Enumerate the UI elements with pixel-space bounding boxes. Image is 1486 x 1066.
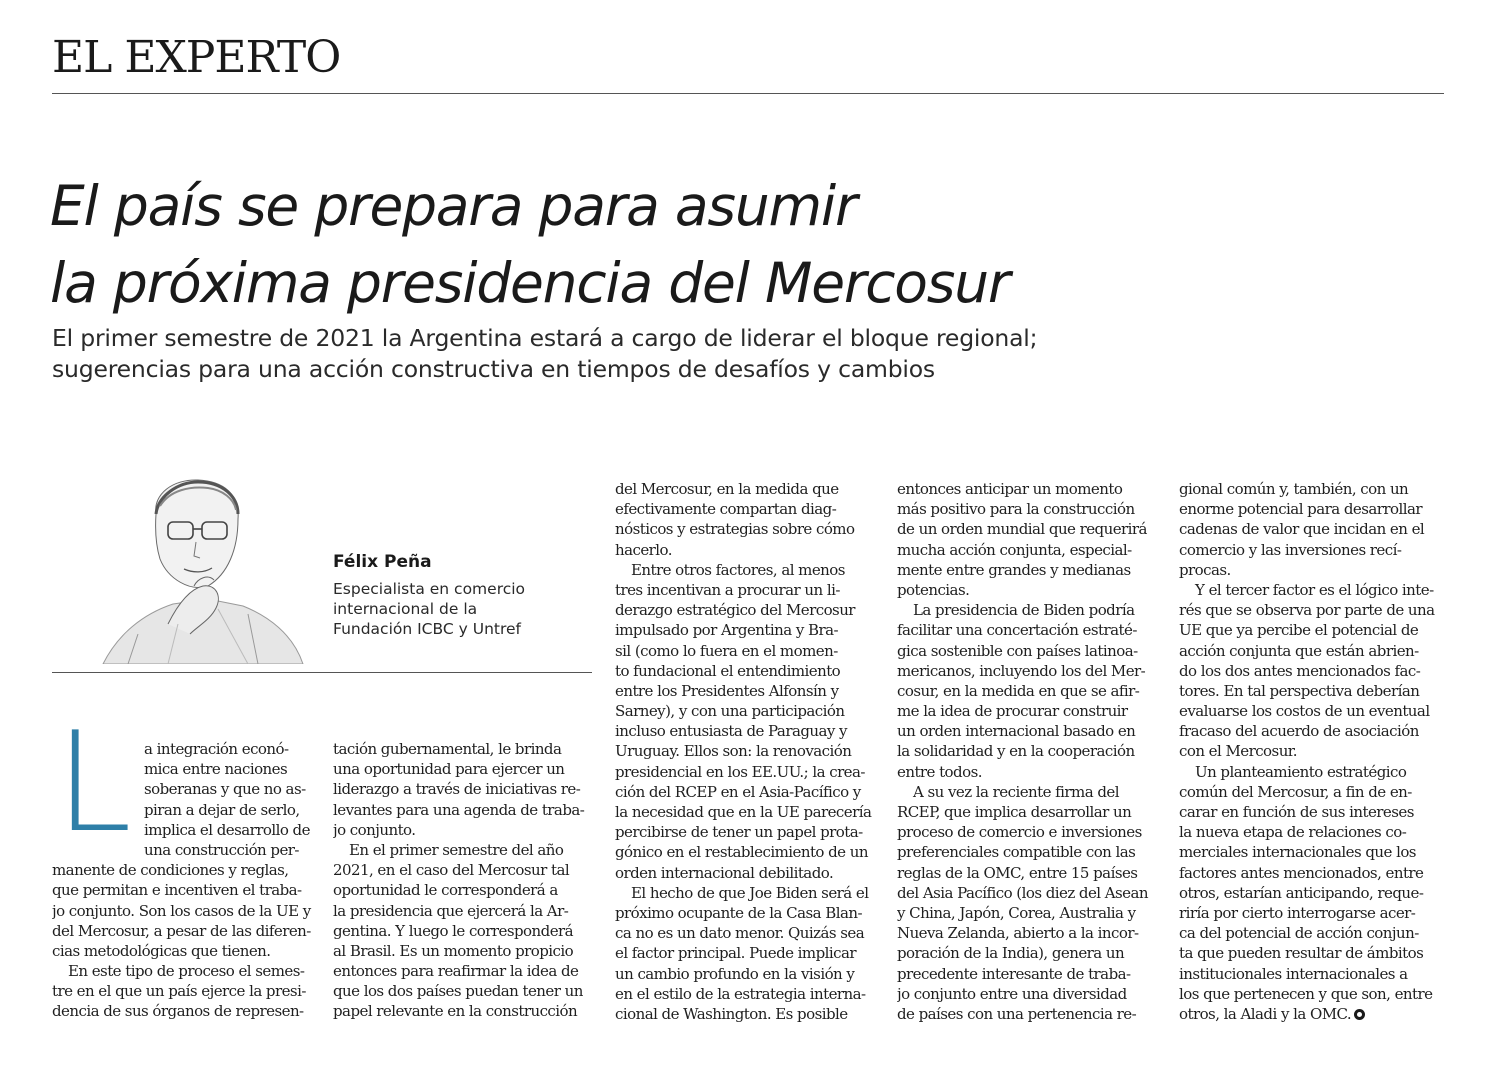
- text-line: carar en función de sus intereses: [1179, 803, 1414, 821]
- deck-line: El primer semestre de 2021 la Argentina estará a cargo de liderar el bloque regional;: [52, 324, 1038, 352]
- text-line: gica sostenible con países latinoa-: [897, 641, 1138, 660]
- text-line: Uruguay. Ellos son: la renovación: [615, 742, 852, 761]
- text-line: Un planteamiento estratégico: [1195, 762, 1407, 781]
- text-line: hacerlo.: [615, 540, 672, 559]
- text-line: cional de Washington. Es posible: [615, 1004, 848, 1023]
- text-line: levantes para una agenda de traba-: [333, 800, 585, 819]
- text-line: tre en el que un país ejerce la presi-: [52, 982, 306, 1001]
- text-line: otros, estarían anticipando, reque-: [1179, 883, 1424, 902]
- text-line: papel relevante en la construcción: [333, 1002, 578, 1021]
- text-line: Sarney), y con una participación: [615, 702, 845, 721]
- text-line: impulsado por Argentina y Bra-: [615, 621, 838, 640]
- text-line: dencia de sus órganos de represen-: [52, 1002, 304, 1021]
- author-rule: [52, 672, 592, 673]
- headline-line: la próxima presidencia del Mercosur: [50, 251, 1010, 315]
- article-column-2: [333, 739, 598, 1022]
- text-line: gónico en el restablecimiento de un: [615, 843, 868, 862]
- text-line: evaluarse los costos de un eventual: [1179, 702, 1430, 721]
- text-line: en el estilo de la estrategia interna-: [615, 984, 866, 1003]
- text-line: implica el desarrollo de: [144, 820, 310, 839]
- text-line: percibirse de tener un papel prota-: [615, 823, 863, 842]
- text-line: cosur, en la medida en que se afir-: [897, 681, 1140, 700]
- text-line: ca del potencial de acción conjun-: [1179, 924, 1419, 943]
- text-line: to fundacional el entendimiento: [615, 661, 841, 680]
- text-line: mucha acción conjunta, especial-: [897, 540, 1132, 559]
- text-line: un orden internacional basado en: [897, 722, 1136, 741]
- text-line: ción del RCEP en el Asia-Pacífico y: [615, 782, 861, 801]
- author-bio-line: Especialista en comercio: [333, 580, 526, 598]
- text-line: Y el tercer factor es el lógico inte-: [1195, 580, 1434, 599]
- text-line: el factor principal. Puede implicar: [615, 944, 857, 963]
- text-line: comercio y las inversiones recí-: [1179, 540, 1402, 559]
- text-line: del Mercosur, a pesar de las diferen-: [52, 921, 311, 940]
- header-rule: [52, 93, 1444, 94]
- text-line: un cambio profundo en la visión y: [615, 964, 855, 983]
- text-line: presidencial en los EE.UU.; la crea-: [615, 762, 865, 781]
- headline-line: El país se prepara para asumir: [50, 174, 857, 238]
- text-line: poración de la India), genera un: [897, 944, 1125, 963]
- article-column-4: [897, 479, 1165, 1024]
- text-line: ta que pueden resultar de ámbitos: [1179, 944, 1424, 963]
- text-line: tres incentivan a procurar un li-: [615, 580, 840, 599]
- end-of-article-icon: [1354, 1009, 1365, 1020]
- text-line: próximo ocupante de la Casa Blan-: [615, 903, 862, 922]
- text-line: RCEP, que implica desarrollar un: [897, 803, 1132, 821]
- drop-cap: L: [55, 702, 132, 863]
- author-bio: [333, 579, 525, 639]
- text-line: UE que ya percibe el potencial de: [1179, 621, 1419, 640]
- text-line: más positivo para la construcción: [897, 500, 1135, 519]
- text-line: piran a dejar de serlo,: [144, 800, 300, 819]
- text-line: ca no es un dato menor. Quizás sea: [615, 924, 865, 943]
- text-line: rés que se observa por parte de una: [1179, 601, 1435, 620]
- text-line: Entre otros factores, al menos: [631, 560, 845, 579]
- text-line: preferenciales compatible con las: [897, 843, 1136, 862]
- text-line: manente de condiciones y reglas,: [52, 861, 289, 880]
- text-line: a integración econó-: [144, 740, 289, 758]
- text-line: y China, Japón, Corea, Australia y: [897, 903, 1136, 922]
- text-line: institucionales internacionales a: [1179, 964, 1408, 983]
- text-line: efectivamente compartan diag-: [615, 500, 837, 519]
- text-line: los que pertenecen y que son, entre: [1179, 984, 1433, 1003]
- text-line: que los dos países puedan tener un: [333, 982, 583, 1001]
- text-line: una construcción per-: [144, 840, 299, 859]
- text-line: la solidaridad y en la cooperación: [897, 742, 1135, 761]
- text-line: la necesidad que en la UE parecería: [615, 803, 872, 821]
- text-line: común del Mercosur, a fin de en-: [1179, 782, 1412, 801]
- text-line: la nueva etapa de relaciones co-: [1179, 823, 1407, 842]
- text-line: mica entre naciones: [144, 760, 288, 779]
- text-line: 2021, en el caso del Mercosur tal: [333, 861, 570, 880]
- text-line: potencias.: [897, 580, 970, 599]
- deck-line: sugerencias para una acción constructiva en tiempos de desafíos y cambios: [52, 355, 935, 383]
- text-line: En este tipo de proceso el semes-: [68, 962, 305, 981]
- article-column-3: [615, 479, 883, 1024]
- text-line: precedente interesante de traba-: [897, 964, 1131, 983]
- text-line: gional común y, también, con un: [1179, 480, 1409, 498]
- text-line: con el Mercosur.: [1179, 742, 1297, 761]
- text-line: acción conjunta que están abrien-: [1179, 641, 1419, 660]
- text-line: la presidencia que ejercerá la Ar-: [333, 901, 569, 920]
- text-line: enorme potencial para desarrollar: [1179, 500, 1422, 519]
- author-bio-line: Fundación ICBC y Untref: [333, 620, 521, 638]
- text-line: mericanos, incluyendo los del Mer-: [897, 661, 1146, 680]
- text-line: reglas de la OMC, entre 15 países: [897, 863, 1138, 882]
- text-line: El hecho de que Joe Biden será el: [631, 883, 869, 902]
- text-line: procas.: [1179, 560, 1231, 579]
- section-label: EL EXPERTO: [52, 32, 341, 83]
- text-line: entonces anticipar un momento: [897, 480, 1123, 498]
- text-line: soberanas y que no as-: [144, 780, 306, 799]
- author-name: Félix Peña: [333, 552, 432, 572]
- text-line: al Brasil. Es un momento propicio: [333, 941, 574, 960]
- text-line: A su vez la reciente firma del: [913, 782, 1119, 801]
- author-bio-line: internacional de la: [333, 600, 478, 618]
- text-line: liderazgo a través de iniciativas re-: [333, 780, 581, 799]
- text-line: que permitan e incentiven el traba-: [52, 881, 302, 900]
- text-line: [1179, 1004, 1449, 1024]
- text-line: jo conjunto. Son los casos de la UE y: [52, 901, 311, 920]
- text-line: Nueva Zelanda, abierto a la incor-: [897, 924, 1139, 943]
- text-line: tación gubernamental, le brinda: [333, 740, 562, 758]
- text-line: La presidencia de Biden podría: [913, 601, 1135, 620]
- text-line: entre los Presidentes Alfonsín y: [615, 681, 839, 700]
- text-line: gentina. Y luego le corresponderá: [333, 921, 574, 940]
- text-line: cias metodológicas que tienen.: [52, 941, 271, 960]
- text-line: nósticos y estrategias sobre cómo: [615, 520, 855, 539]
- text-line: mente entre grandes y medianas: [897, 560, 1131, 579]
- text-line: de países con una pertenencia re-: [897, 1004, 1137, 1023]
- text-line: de un orden mundial que requerirá: [897, 520, 1147, 539]
- text-line: incluso entusiasta de Paraguay y: [615, 722, 847, 741]
- text-line: En el primer semestre del año: [349, 840, 564, 859]
- text-line: oportunidad le corresponderá a: [333, 881, 558, 900]
- text-line: riría por cierto interrogarse acer-: [1179, 903, 1416, 922]
- text-line: entonces para reafirmar la idea de: [333, 962, 579, 981]
- text-line: una oportunidad para ejercer un: [333, 760, 565, 779]
- text-line-final: otros, la Aladi y la OMC.: [1179, 1004, 1352, 1023]
- deck-subtitle: [52, 323, 1037, 385]
- text-line: proceso de comercio e inversiones: [897, 823, 1142, 842]
- text-line: do los dos antes mencionados fac-: [1179, 661, 1421, 680]
- text-line: facilitar una concertación estraté-: [897, 621, 1137, 640]
- text-line: fracaso del acuerdo de asociación: [1179, 722, 1419, 741]
- text-line: derazgo estratégico del Mercosur: [615, 601, 855, 620]
- article-column-5: [1179, 479, 1449, 1024]
- headline: [50, 168, 1009, 322]
- article-column-1: [52, 739, 312, 1022]
- author-portrait: [98, 474, 308, 664]
- text-line: jo conjunto entre una diversidad: [897, 984, 1127, 1003]
- text-line: del Asia Pacífico (los diez del Asean: [897, 883, 1148, 902]
- text-line: del Mercosur, en la medida que: [615, 480, 839, 498]
- text-line: tores. En tal perspectiva deberían: [1179, 681, 1420, 700]
- text-line: cadenas de valor que incidan en el: [1179, 520, 1425, 539]
- text-line: jo conjunto.: [333, 820, 416, 839]
- text-line: me la idea de procurar construir: [897, 702, 1128, 721]
- text-line: factores antes mencionados, entre: [1179, 863, 1424, 882]
- text-line: sil (como lo fuera en el momen-: [615, 641, 838, 660]
- text-line: orden internacional debilitado.: [615, 863, 834, 882]
- text-line: entre todos.: [897, 762, 982, 781]
- text-line: merciales internacionales que los: [1179, 843, 1416, 862]
